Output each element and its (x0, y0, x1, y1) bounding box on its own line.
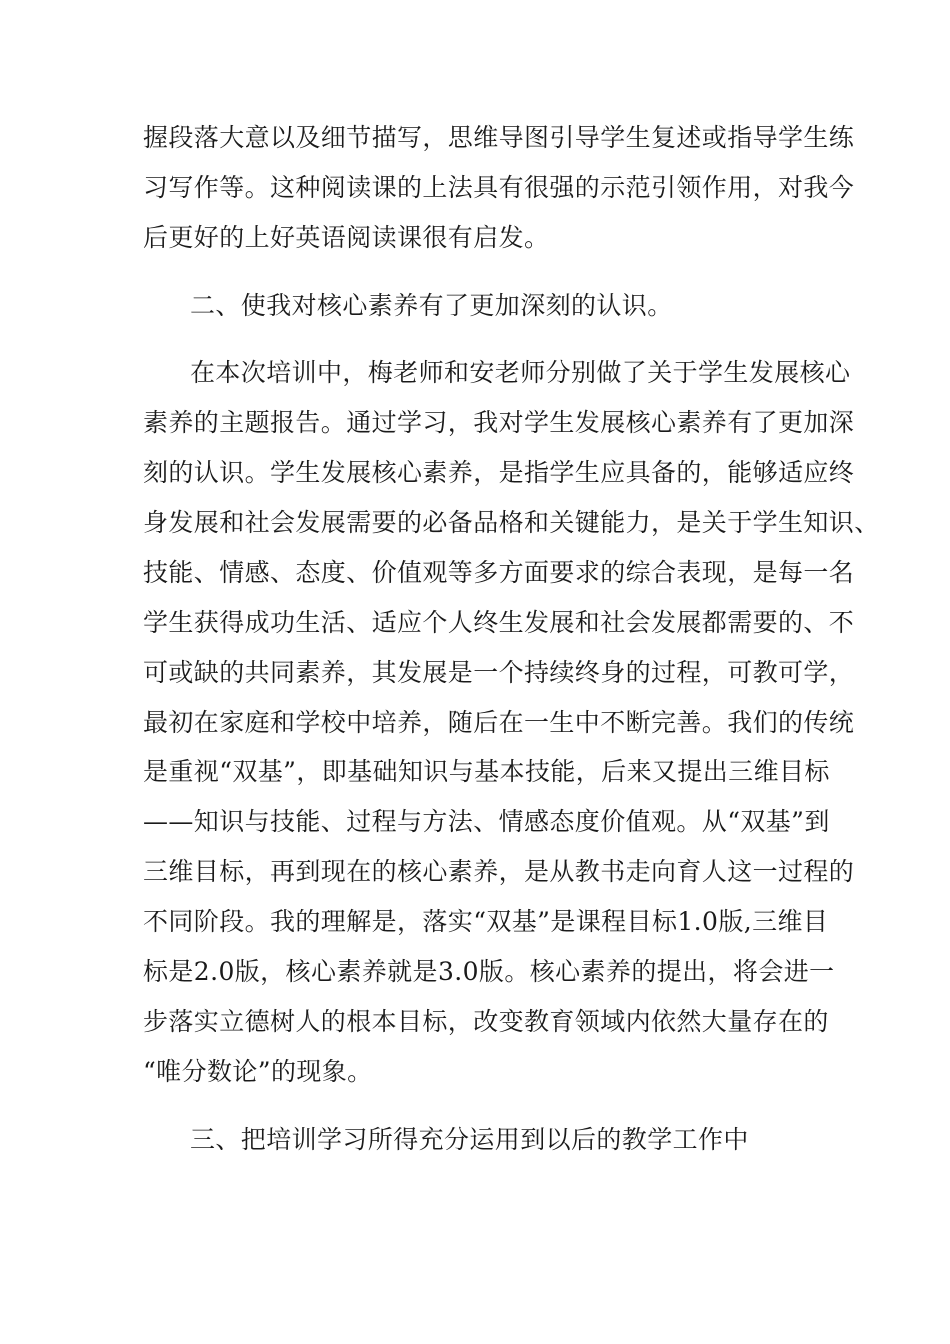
paragraph-line: 标是2.0版，核心素养就是3.0版。核心素养的提出，将会进一 (143, 957, 835, 986)
paragraph-line: 三维目标，再到现在的核心素养，是从教书走向育人这一过程的 (143, 857, 855, 886)
paragraph-line: 步落实立德树人的根本目标，改变教育领域内依然大量存在的 (143, 1007, 829, 1036)
section-heading: 三、把培训学习所得充分运用到以后的教学工作中 (190, 1125, 749, 1154)
paragraph-line: 是重视“双基”，即基础知识与基本技能，后来又提出三维目标 (143, 757, 830, 786)
paragraph-line: 素养的主题报告。通过学习，我对学生发展核心素养有了更加深 (143, 408, 855, 437)
paragraph-line: 后更好的上好英语阅读课很有启发。 (143, 223, 550, 252)
paragraph-line: 学生获得成功生活、适应个人终生发展和社会发展都需要的、不 (143, 608, 855, 637)
paragraph-line: 握段落大意以及细节描写，思维导图引导学生复述或指导学生练 (143, 123, 855, 152)
section-heading: 二、使我对核心素养有了更加深刻的认识。 (190, 291, 673, 320)
paragraph-line: 习写作等。这种阅读课的上法具有很强的示范引领作用，对我今 (143, 173, 855, 202)
paragraph-line: ——知识与技能、过程与方法、情感态度价值观。从“双基”到 (143, 807, 830, 836)
paragraph-line: 不同阶段。我的理解是，落实“双基”是课程目标1.0版,三维目 (143, 907, 829, 936)
paragraph-line: 可或缺的共同素养，其发展是一个持续终身的过程，可教可学， (143, 658, 855, 687)
paragraph-line: “唯分数论”的现象。 (143, 1057, 373, 1086)
paragraph-line: 最初在家庭和学校中培养，随后在一生中不断完善。我们的传统 (143, 708, 855, 737)
paragraph-line: 在本次培训中，梅老师和安老师分别做了关于学生发展核心 (190, 358, 851, 387)
paragraph-line: 身发展和社会发展需要的必备品格和关键能力，是关于学生知识、 (143, 508, 880, 537)
paragraph-line: 刻的认识。学生发展核心素养，是指学生应具备的，能够适应终 (143, 458, 855, 487)
paragraph-line: 技能、情感、态度、价值观等多方面要求的综合表现，是每一名 (143, 558, 855, 587)
